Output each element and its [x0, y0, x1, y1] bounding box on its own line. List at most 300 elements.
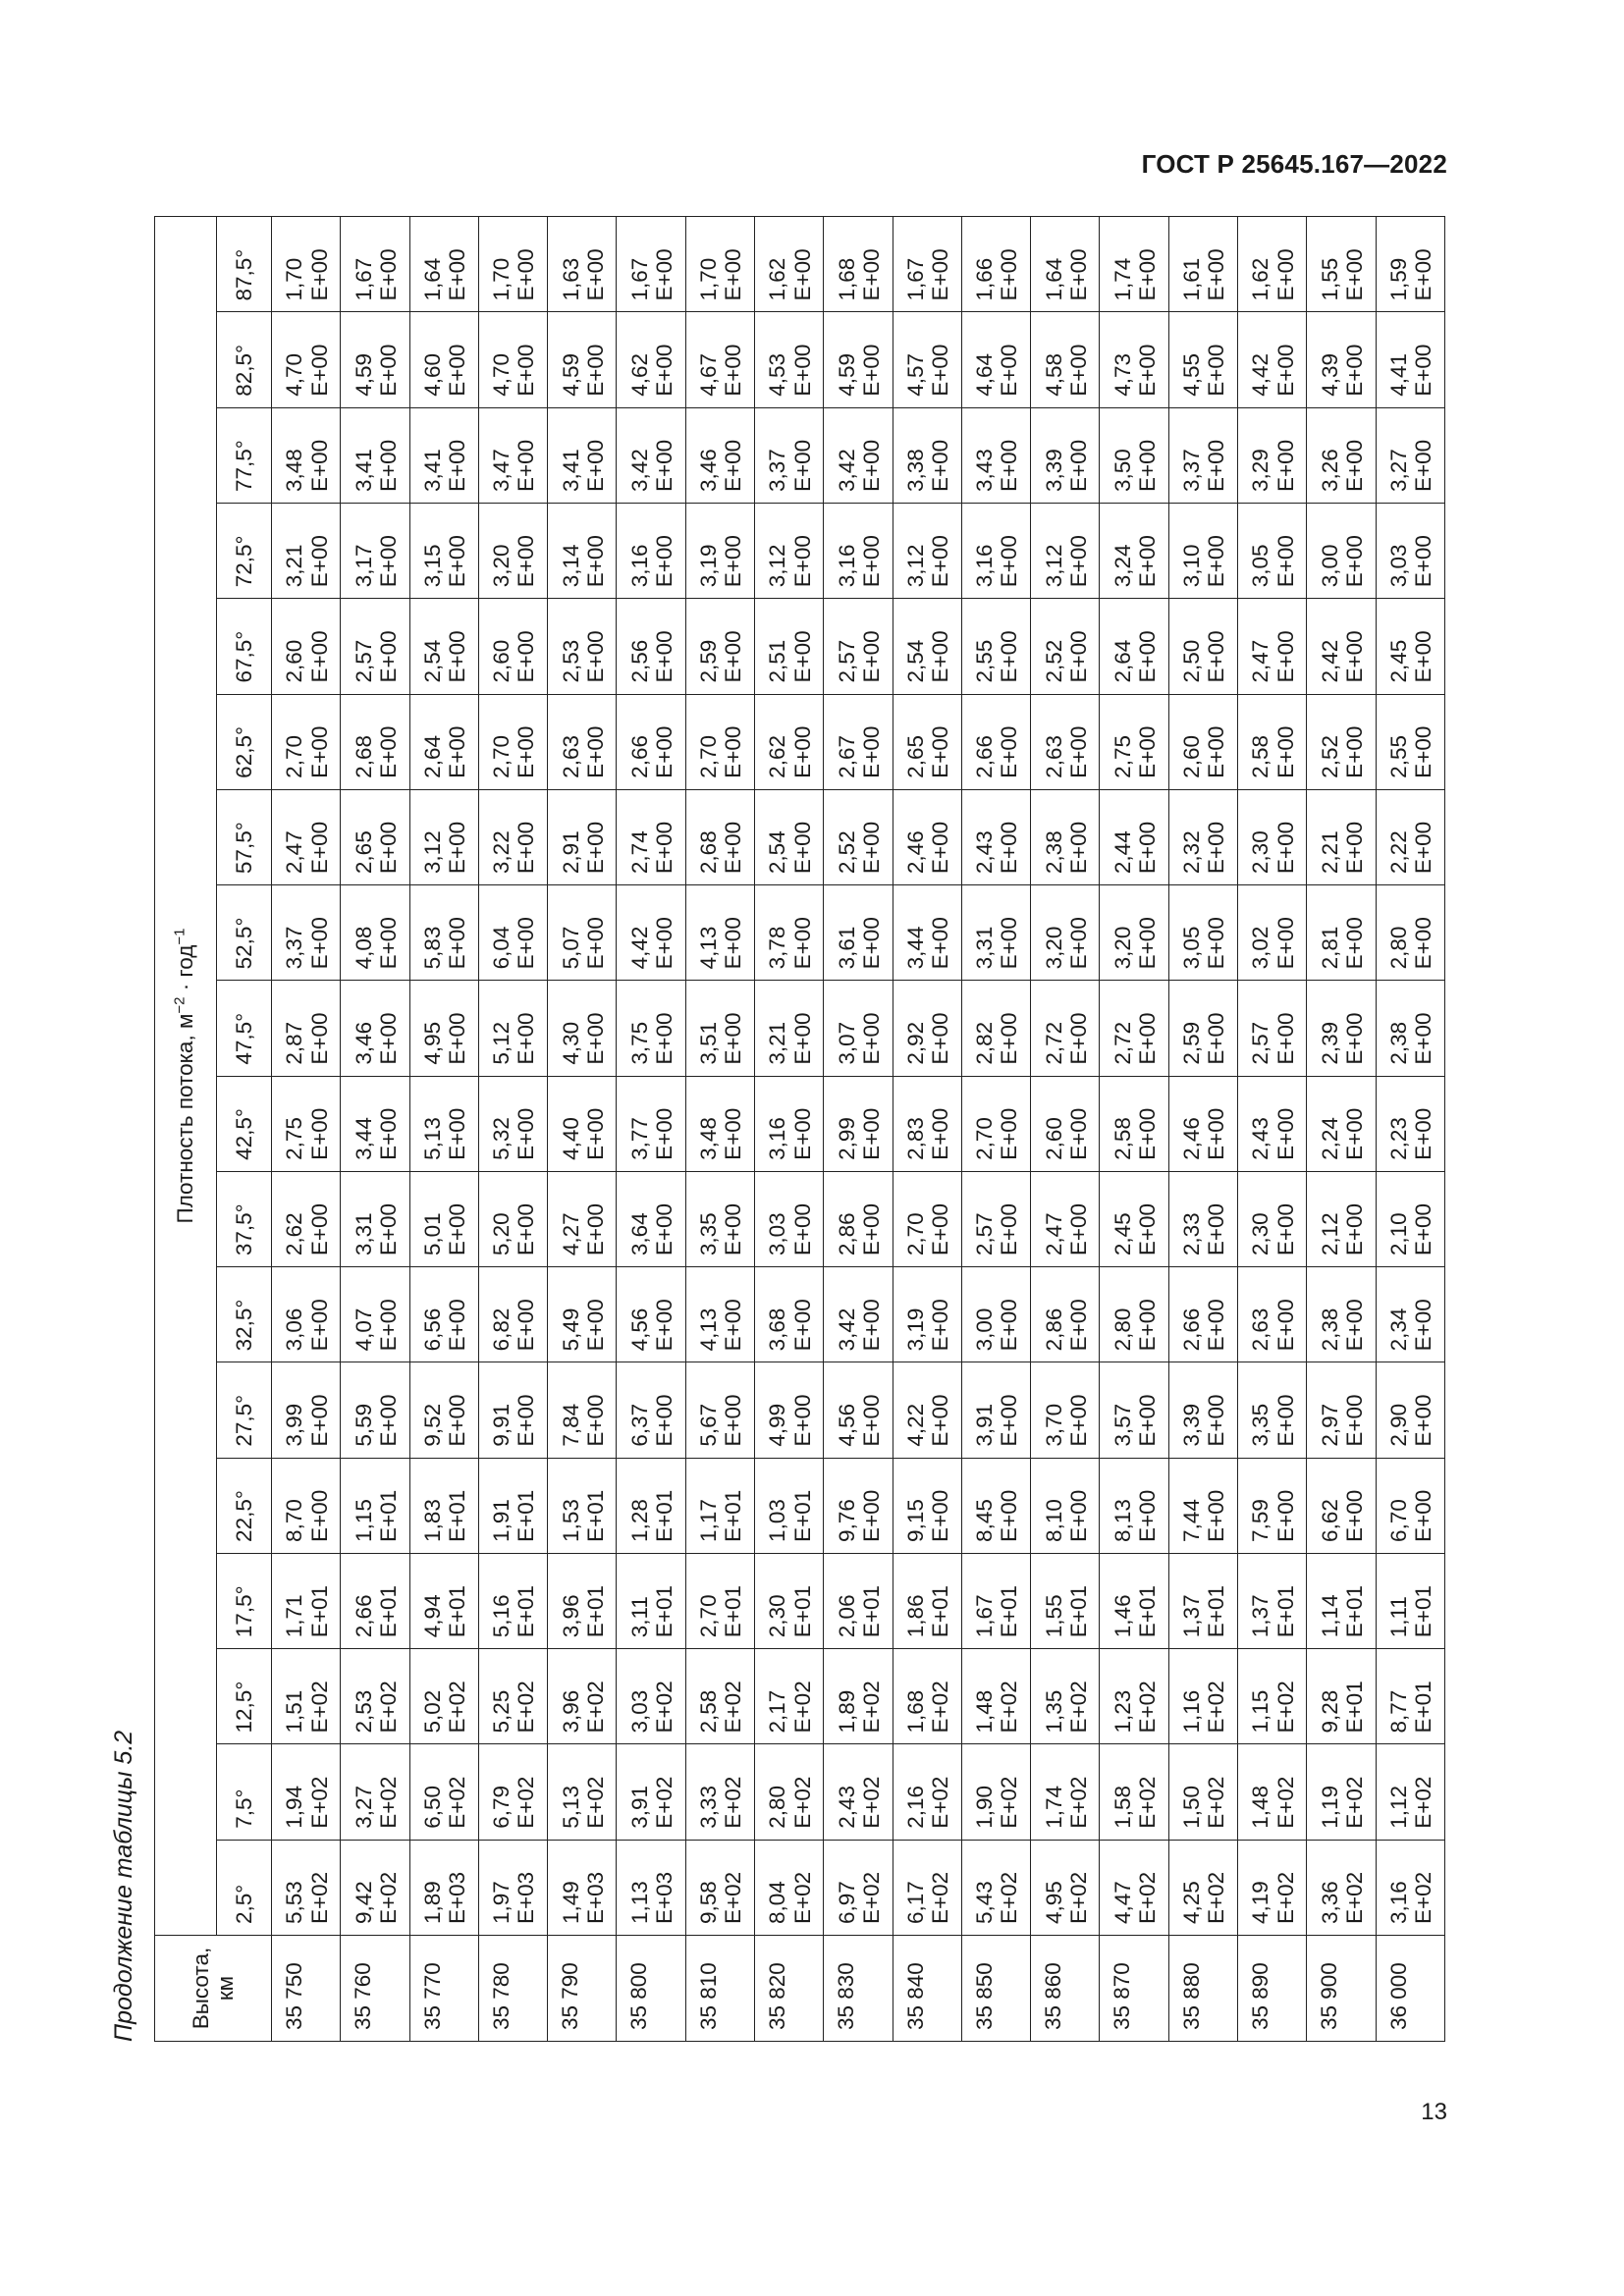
exponent: E+02: [306, 1681, 332, 1734]
mantissa: 6,79: [489, 1785, 514, 1829]
angle-header-cell: 87,5°: [217, 217, 272, 312]
exponent: E+00: [652, 1202, 677, 1256]
exponent: E+01: [445, 1585, 470, 1638]
table-row: [409, 217, 478, 2042]
mantissa: 2,70: [489, 735, 514, 778]
flux-value-cell: [1100, 504, 1168, 599]
mantissa: 3,05: [1248, 544, 1273, 588]
flux-value-cell: [478, 885, 547, 981]
flux-value-cell: [478, 1744, 547, 1840]
exponent: E+00: [858, 1394, 884, 1447]
mantissa: 2,43: [972, 830, 998, 875]
mantissa: 8,13: [1110, 1499, 1135, 1542]
flux-value-cell: [1100, 885, 1168, 981]
exponent: E+00: [582, 439, 608, 493]
flux-value-cell: [961, 1076, 1030, 1171]
mantissa: 2,60: [282, 639, 307, 683]
exponent: E+02: [721, 1871, 746, 1924]
flux-header-exp2: −1: [171, 928, 189, 945]
exponent: E+00: [1341, 439, 1367, 493]
mantissa: 3,91: [972, 1403, 998, 1447]
exponent: E+01: [789, 1489, 815, 1542]
exponent: E+00: [445, 1394, 470, 1447]
flux-value-cell: [685, 312, 754, 407]
mantissa: 9,15: [902, 1499, 928, 1542]
flux-value-cell: [1100, 694, 1168, 789]
mantissa: 4,58: [1041, 352, 1066, 397]
exponent: E+00: [928, 535, 953, 588]
exponent: E+02: [1411, 1776, 1436, 1829]
mantissa: 2,60: [489, 639, 514, 683]
exponent: E+00: [997, 1012, 1022, 1065]
mantissa: 6,37: [626, 1403, 652, 1447]
flux-value-cell: [754, 694, 823, 789]
mantissa: 4,67: [696, 352, 722, 397]
mantissa: 4,57: [902, 352, 928, 397]
flux-value-cell: [478, 312, 547, 407]
flux-value-cell: [824, 885, 893, 981]
mantissa: 3,46: [696, 449, 722, 493]
exponent: E+02: [1204, 1681, 1229, 1734]
mantissa: 2,65: [902, 735, 928, 778]
exponent: E+00: [306, 344, 332, 397]
flux-value-cell: [1307, 504, 1376, 599]
mantissa: 4,60: [420, 352, 446, 397]
exponent: E+00: [1411, 1202, 1436, 1256]
exponent: E+00: [375, 917, 401, 970]
exponent: E+00: [1065, 821, 1091, 875]
mantissa: 1,51: [282, 1689, 307, 1734]
exponent: E+00: [858, 917, 884, 970]
exponent: E+00: [445, 1012, 470, 1065]
angle-header-cell: 12,5°: [217, 1649, 272, 1744]
mantissa: 3,31: [972, 926, 998, 970]
mantissa: 1,68: [902, 1689, 928, 1734]
exponent: E+01: [997, 1585, 1022, 1638]
mantissa: 5,13: [558, 1785, 583, 1829]
exponent: E+02: [375, 1681, 401, 1734]
mantissa: 5,32: [489, 1117, 514, 1160]
exponent: E+00: [514, 1299, 539, 1352]
flux-value-cell: [341, 599, 409, 694]
mantissa: 8,70: [282, 1499, 307, 1542]
table-row: [961, 217, 1030, 2042]
flux-value-cell: [1376, 1840, 1445, 1935]
flux-value-cell: [754, 217, 823, 312]
exponent: E+00: [997, 248, 1022, 301]
mantissa: 2,30: [1248, 1212, 1273, 1256]
mantissa: 2,63: [558, 735, 583, 778]
flux-value-cell: [685, 981, 754, 1076]
flux-value-cell: [1168, 1267, 1237, 1362]
flux-value-cell: [548, 407, 617, 503]
mantissa: 2,43: [1248, 1117, 1273, 1160]
flux-value-cell: [341, 1076, 409, 1171]
flux-value-cell: [685, 694, 754, 789]
flux-value-cell: [1307, 1553, 1376, 1648]
mantissa: 1,55: [1317, 257, 1342, 301]
exponent: E+00: [1411, 1394, 1436, 1447]
mantissa: 3,07: [834, 1021, 859, 1065]
flux-value-cell: [272, 885, 341, 981]
mantissa: 5,43: [972, 1881, 998, 1924]
exponent: E+00: [445, 630, 470, 683]
table-row: [548, 217, 617, 2042]
exponent: E+00: [928, 725, 953, 778]
document-number: ГОСТ Р 25645.167—2022: [1141, 149, 1447, 179]
exponent: E+00: [582, 821, 608, 875]
exponent: E+00: [1135, 917, 1161, 970]
flux-value-cell: [685, 1840, 754, 1935]
exponent: E+00: [652, 248, 677, 301]
mantissa: 3,20: [1110, 926, 1135, 970]
exponent: E+00: [858, 248, 884, 301]
table-row: [1168, 217, 1237, 2042]
altitude-cell: 35 810: [685, 1936, 754, 2042]
table-row: [1031, 217, 1100, 2042]
exponent: E+01: [652, 1585, 677, 1638]
flux-value-cell: [478, 694, 547, 789]
mantissa: 3,42: [626, 449, 652, 493]
flux-header-exp1: −2: [171, 996, 189, 1014]
exponent: E+00: [1065, 1012, 1091, 1065]
exponent: E+00: [375, 1107, 401, 1160]
mantissa: 2,45: [1386, 639, 1412, 683]
mantissa: 4,40: [558, 1117, 583, 1160]
mantissa: 3,16: [834, 544, 859, 588]
flux-value-cell: [1307, 312, 1376, 407]
flux-value-cell: [893, 504, 961, 599]
exponent: E+00: [306, 439, 332, 493]
exponent: E+00: [1135, 821, 1161, 875]
mantissa: 3,12: [1041, 544, 1066, 588]
flux-value-cell: [824, 789, 893, 884]
mantissa: 2,60: [1041, 1117, 1066, 1160]
mantissa: 3,16: [1386, 1881, 1412, 1924]
mantissa: 2,57: [834, 639, 859, 683]
exponent: E+01: [1341, 1585, 1367, 1638]
exponent: E+00: [652, 725, 677, 778]
exponent: E+00: [789, 917, 815, 970]
flux-value-cell: [824, 407, 893, 503]
exponent: E+00: [1135, 535, 1161, 588]
exponent: E+00: [514, 535, 539, 588]
flux-value-cell: [1168, 694, 1237, 789]
flux-value-cell: [1100, 312, 1168, 407]
mantissa: 1,63: [558, 257, 583, 301]
mantissa: 2,46: [902, 830, 928, 875]
flux-value-cell: [617, 1171, 685, 1266]
flux-value-cell: [1100, 407, 1168, 503]
exponent: E+00: [1272, 821, 1298, 875]
exponent: E+02: [858, 1681, 884, 1734]
exponent: E+00: [789, 1107, 815, 1160]
angle-header-cell: 37,5°: [217, 1171, 272, 1266]
exponent: E+00: [445, 535, 470, 588]
mantissa: 1,70: [696, 257, 722, 301]
flux-value-cell: [617, 217, 685, 312]
exponent: E+00: [582, 1394, 608, 1447]
mantissa: 1,49: [558, 1881, 583, 1924]
flux-value-cell: [409, 1744, 478, 1840]
flux-value-cell: [1237, 1840, 1306, 1935]
flux-value-cell: [617, 1458, 685, 1553]
flux-value-cell: [1237, 1267, 1306, 1362]
exponent: E+00: [789, 630, 815, 683]
flux-value-cell: [548, 1553, 617, 1648]
exponent: E+00: [445, 439, 470, 493]
mantissa: 2,57: [351, 639, 376, 683]
exponent: E+02: [1411, 1871, 1436, 1924]
exponent: E+00: [445, 344, 470, 397]
flux-value-cell: [272, 1267, 341, 1362]
mantissa: 2,42: [1317, 639, 1342, 683]
mantissa: 3,68: [765, 1308, 790, 1352]
mantissa: 2,55: [972, 639, 998, 683]
flux-value-cell: [1031, 1076, 1100, 1171]
angle-header-cell: 82,5°: [217, 312, 272, 407]
exponent: E+00: [1341, 344, 1367, 397]
mantissa: 3,03: [626, 1689, 652, 1734]
exponent: E+00: [1204, 917, 1229, 970]
flux-value-cell: [409, 789, 478, 884]
exponent: E+00: [1065, 725, 1091, 778]
exponent: E+00: [306, 1012, 332, 1065]
mantissa: 3,61: [834, 926, 859, 970]
exponent: E+02: [1204, 1871, 1229, 1924]
exponent: E+00: [582, 535, 608, 588]
exponent: E+00: [997, 1299, 1022, 1352]
flux-value-cell: [824, 599, 893, 694]
table-row: [617, 217, 685, 2042]
mantissa: 2,57: [1248, 1021, 1273, 1065]
flux-value-cell: [893, 1171, 961, 1266]
flux-value-cell: [272, 599, 341, 694]
exponent: E+00: [1272, 344, 1298, 397]
exponent: E+02: [928, 1681, 953, 1734]
exponent: E+00: [721, 439, 746, 493]
flux-value-cell: [1100, 1553, 1168, 1648]
flux-value-cell: [1031, 1553, 1100, 1648]
flux-value-cell: [409, 981, 478, 1076]
flux-value-cell: [754, 789, 823, 884]
exponent: E+00: [652, 344, 677, 397]
flux-value-cell: [1376, 885, 1445, 981]
mantissa: 2,54: [765, 830, 790, 875]
exponent: E+00: [721, 1107, 746, 1160]
flux-value-cell: [1307, 1171, 1376, 1266]
mantissa: 4,42: [626, 926, 652, 970]
flux-value-cell: [1307, 981, 1376, 1076]
exponent: E+00: [1272, 630, 1298, 683]
flux-value-cell: [893, 885, 961, 981]
exponent: E+00: [375, 1012, 401, 1065]
exponent: E+00: [375, 344, 401, 397]
flux-value-cell: [1237, 217, 1306, 312]
exponent: E+00: [306, 1489, 332, 1542]
mantissa: 4,94: [420, 1594, 446, 1638]
flux-value-cell: [409, 1362, 478, 1458]
flux-value-cell: [617, 1744, 685, 1840]
flux-value-cell: [341, 1840, 409, 1935]
exponent: E+00: [1204, 344, 1229, 397]
mantissa: 4,70: [282, 352, 307, 397]
exponent: E+01: [652, 1489, 677, 1542]
mantissa: 4,13: [696, 1308, 722, 1352]
flux-value-cell: [824, 1649, 893, 1744]
exponent: E+00: [582, 248, 608, 301]
flux-value-cell: [1307, 1649, 1376, 1744]
flux-value-cell: [1307, 789, 1376, 884]
exponent: E+00: [858, 1489, 884, 1542]
mantissa: 2,58: [696, 1689, 722, 1734]
altitude-cell: 35 870: [1100, 1936, 1168, 2042]
exponent: E+00: [652, 1107, 677, 1160]
mantissa: 3,36: [1317, 1881, 1342, 1924]
exponent: E+00: [1411, 917, 1436, 970]
exponent: E+00: [652, 821, 677, 875]
flux-value-cell: [754, 504, 823, 599]
flux-value-cell: [272, 407, 341, 503]
mantissa: 5,53: [282, 1881, 307, 1924]
flux-value-cell: [1237, 599, 1306, 694]
exponent: E+02: [514, 1776, 539, 1829]
mantissa: 8,77: [1386, 1689, 1412, 1734]
angle-header-cell: 67,5°: [217, 599, 272, 694]
exponent: E+01: [1411, 1585, 1436, 1638]
flux-value-cell: [1237, 981, 1306, 1076]
flux-value-cell: [961, 1171, 1030, 1266]
exponent: E+02: [652, 1681, 677, 1734]
mantissa: 3,38: [902, 449, 928, 493]
mantissa: 3,78: [765, 926, 790, 970]
exponent: E+00: [514, 344, 539, 397]
mantissa: 2,17: [765, 1689, 790, 1734]
flux-value-cell: [1307, 407, 1376, 503]
flux-value-cell: [893, 694, 961, 789]
flux-value-cell: [1168, 789, 1237, 884]
mantissa: 3,57: [1110, 1403, 1135, 1447]
mantissa: 3,20: [1041, 926, 1066, 970]
exponent: E+00: [1204, 821, 1229, 875]
exponent: E+00: [928, 1107, 953, 1160]
exponent: E+02: [1204, 1776, 1229, 1829]
mantissa: 2,53: [558, 639, 583, 683]
table-row: [824, 217, 893, 2042]
flux-value-cell: [1376, 1553, 1445, 1648]
exponent: E+00: [652, 1012, 677, 1065]
exponent: E+00: [306, 535, 332, 588]
exponent: E+00: [1341, 1394, 1367, 1447]
exponent: E+02: [1272, 1776, 1298, 1829]
flux-value-cell: [1376, 1171, 1445, 1266]
exponent: E+00: [858, 630, 884, 683]
flux-value-cell: [478, 407, 547, 503]
table-row: [1307, 217, 1376, 2042]
flux-value-cell: [893, 1267, 961, 1362]
flux-value-cell: [272, 1171, 341, 1266]
mantissa: 4,95: [1041, 1881, 1066, 1924]
exponent: E+02: [789, 1871, 815, 1924]
flux-value-cell: [893, 1553, 961, 1648]
mantissa: 2,75: [282, 1117, 307, 1160]
table-row: [1376, 217, 1445, 2042]
altitude-cell: 35 750: [272, 1936, 341, 2042]
flux-value-cell: [1031, 789, 1100, 884]
mantissa: 2,97: [1317, 1403, 1342, 1447]
mantissa: 3,44: [902, 926, 928, 970]
exponent: E+00: [514, 439, 539, 493]
flux-value-cell: [1376, 1076, 1445, 1171]
mantissa: 3,00: [1317, 544, 1342, 588]
exponent: E+00: [1204, 1107, 1229, 1160]
exponent: E+00: [997, 344, 1022, 397]
mantissa: 3,46: [351, 1021, 376, 1065]
exponent: E+00: [1065, 630, 1091, 683]
exponent: E+00: [582, 1107, 608, 1160]
exponent: E+00: [306, 821, 332, 875]
exponent: E+02: [928, 1871, 953, 1924]
angle-header-cell: 17,5°: [217, 1553, 272, 1648]
flux-value-cell: [272, 217, 341, 312]
mantissa: 1,67: [972, 1594, 998, 1638]
flux-value-cell: [893, 1458, 961, 1553]
flux-value-cell: [548, 789, 617, 884]
mantissa: 6,70: [1386, 1499, 1412, 1542]
mantissa: 7,59: [1248, 1499, 1273, 1542]
mantissa: 3,12: [902, 544, 928, 588]
altitude-cell: 35 790: [548, 1936, 617, 2042]
exponent: E+00: [445, 917, 470, 970]
mantissa: 3,22: [489, 830, 514, 875]
flux-value-cell: [1376, 694, 1445, 789]
exponent: E+00: [375, 725, 401, 778]
table-row: [754, 217, 823, 2042]
flux-value-cell: [272, 1649, 341, 1744]
mantissa: 2,30: [765, 1594, 790, 1638]
mantissa: 1,62: [1248, 257, 1273, 301]
flux-value-cell: [617, 1553, 685, 1648]
flux-value-cell: [1100, 1744, 1168, 1840]
exponent: E+00: [1135, 630, 1161, 683]
exponent: E+00: [1065, 1299, 1091, 1352]
exponent: E+00: [1065, 439, 1091, 493]
exponent: E+00: [1065, 1489, 1091, 1542]
mantissa: 1,59: [1386, 257, 1412, 301]
flux-value-cell: [478, 504, 547, 599]
exponent: E+00: [1341, 821, 1367, 875]
flux-value-cell: [754, 407, 823, 503]
table-caption: Продолжение таблицы 5.2: [110, 1730, 137, 2042]
rotated-table-block: [110, 216, 1445, 2042]
exponent: E+02: [375, 1776, 401, 1829]
exponent: E+00: [1135, 1299, 1161, 1352]
altitude-cell: 35 900: [1307, 1936, 1376, 2042]
exponent: E+00: [1272, 1012, 1298, 1065]
mantissa: 1,03: [765, 1499, 790, 1542]
flux-value-cell: [1376, 1649, 1445, 1744]
mantissa: 2,52: [1317, 735, 1342, 778]
mantissa: 1,70: [282, 257, 307, 301]
mantissa: 2,06: [834, 1594, 859, 1638]
exponent: E+00: [1135, 1394, 1161, 1447]
flux-value-cell: [824, 1744, 893, 1840]
mantissa: 2,80: [765, 1785, 790, 1829]
exponent: E+02: [1341, 1871, 1367, 1924]
altitude-cell: 36 000: [1376, 1936, 1445, 2042]
angle-header-cell: 7,5°: [217, 1744, 272, 1840]
exponent: E+02: [306, 1871, 332, 1924]
